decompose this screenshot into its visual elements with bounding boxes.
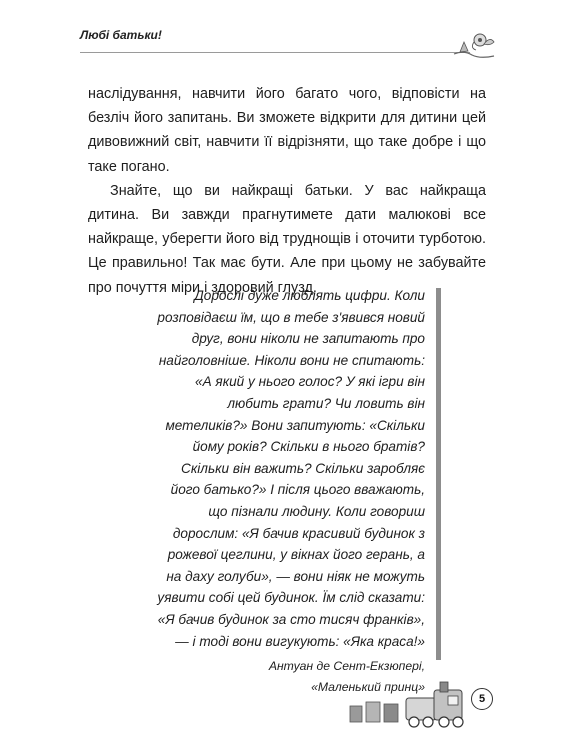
- quote-author: Антуан де Сент-Екзюпері,: [268, 659, 425, 674]
- body-text: [88, 82, 486, 300]
- paragraph: Знайте, що ви найкращі батьки. У вас найкраща дитина. Ви завжди прагнутимете дати малюкові все найкраще, уберегти його від труднощів і оточити турботою. Це правильно! Так має бути. Але при цьому не забувайте про почуття міри і здоровий глузд.: [88, 182, 486, 296]
- header-divider: [80, 52, 470, 53]
- quote-text: Дорослі дуже люблять цифри. Коли розповідаєш їм, що в тебе з'явився новий друг, вони ніколи не запитають про найголовніше. Ніколи вони не спитають: «А який у нього голос? У які ігри він любить грати? Чи ловить він метеликів?» Вони запитують: «Скільки йому років? Скільки в нього братів? Скільки він важить? Скільки заробляє його батько?» І після цього вважають, що пізнали людину. Коли говориш дорослим: «Я бачив красивий будинок з рожевої цеглини, у вікнах його герань, а на даху голуби», — вони ніяк не можуть уявити собі цей будинок. Їм слід сказати: «Я бачив будинок за сто тисяч франків», — і тоді вони вигукують: «Яка краса!»: [157, 288, 425, 649]
- quote-source: «Маленький принц»: [311, 680, 425, 695]
- running-header: Любі батьки!: [80, 28, 162, 42]
- epigraph-quote: [150, 285, 425, 698]
- paragraph: наслідування, навчити його багато чого, відповісти на безліч його запитань. Ви зможете відкрити для дитини цей дивовижний світ, навчити її відрізняти, що таке добре і що таке погано.: [88, 86, 486, 175]
- quote-side-bar: [436, 288, 441, 660]
- page-number: 5: [471, 688, 493, 710]
- flower-bird-icon: [450, 28, 498, 62]
